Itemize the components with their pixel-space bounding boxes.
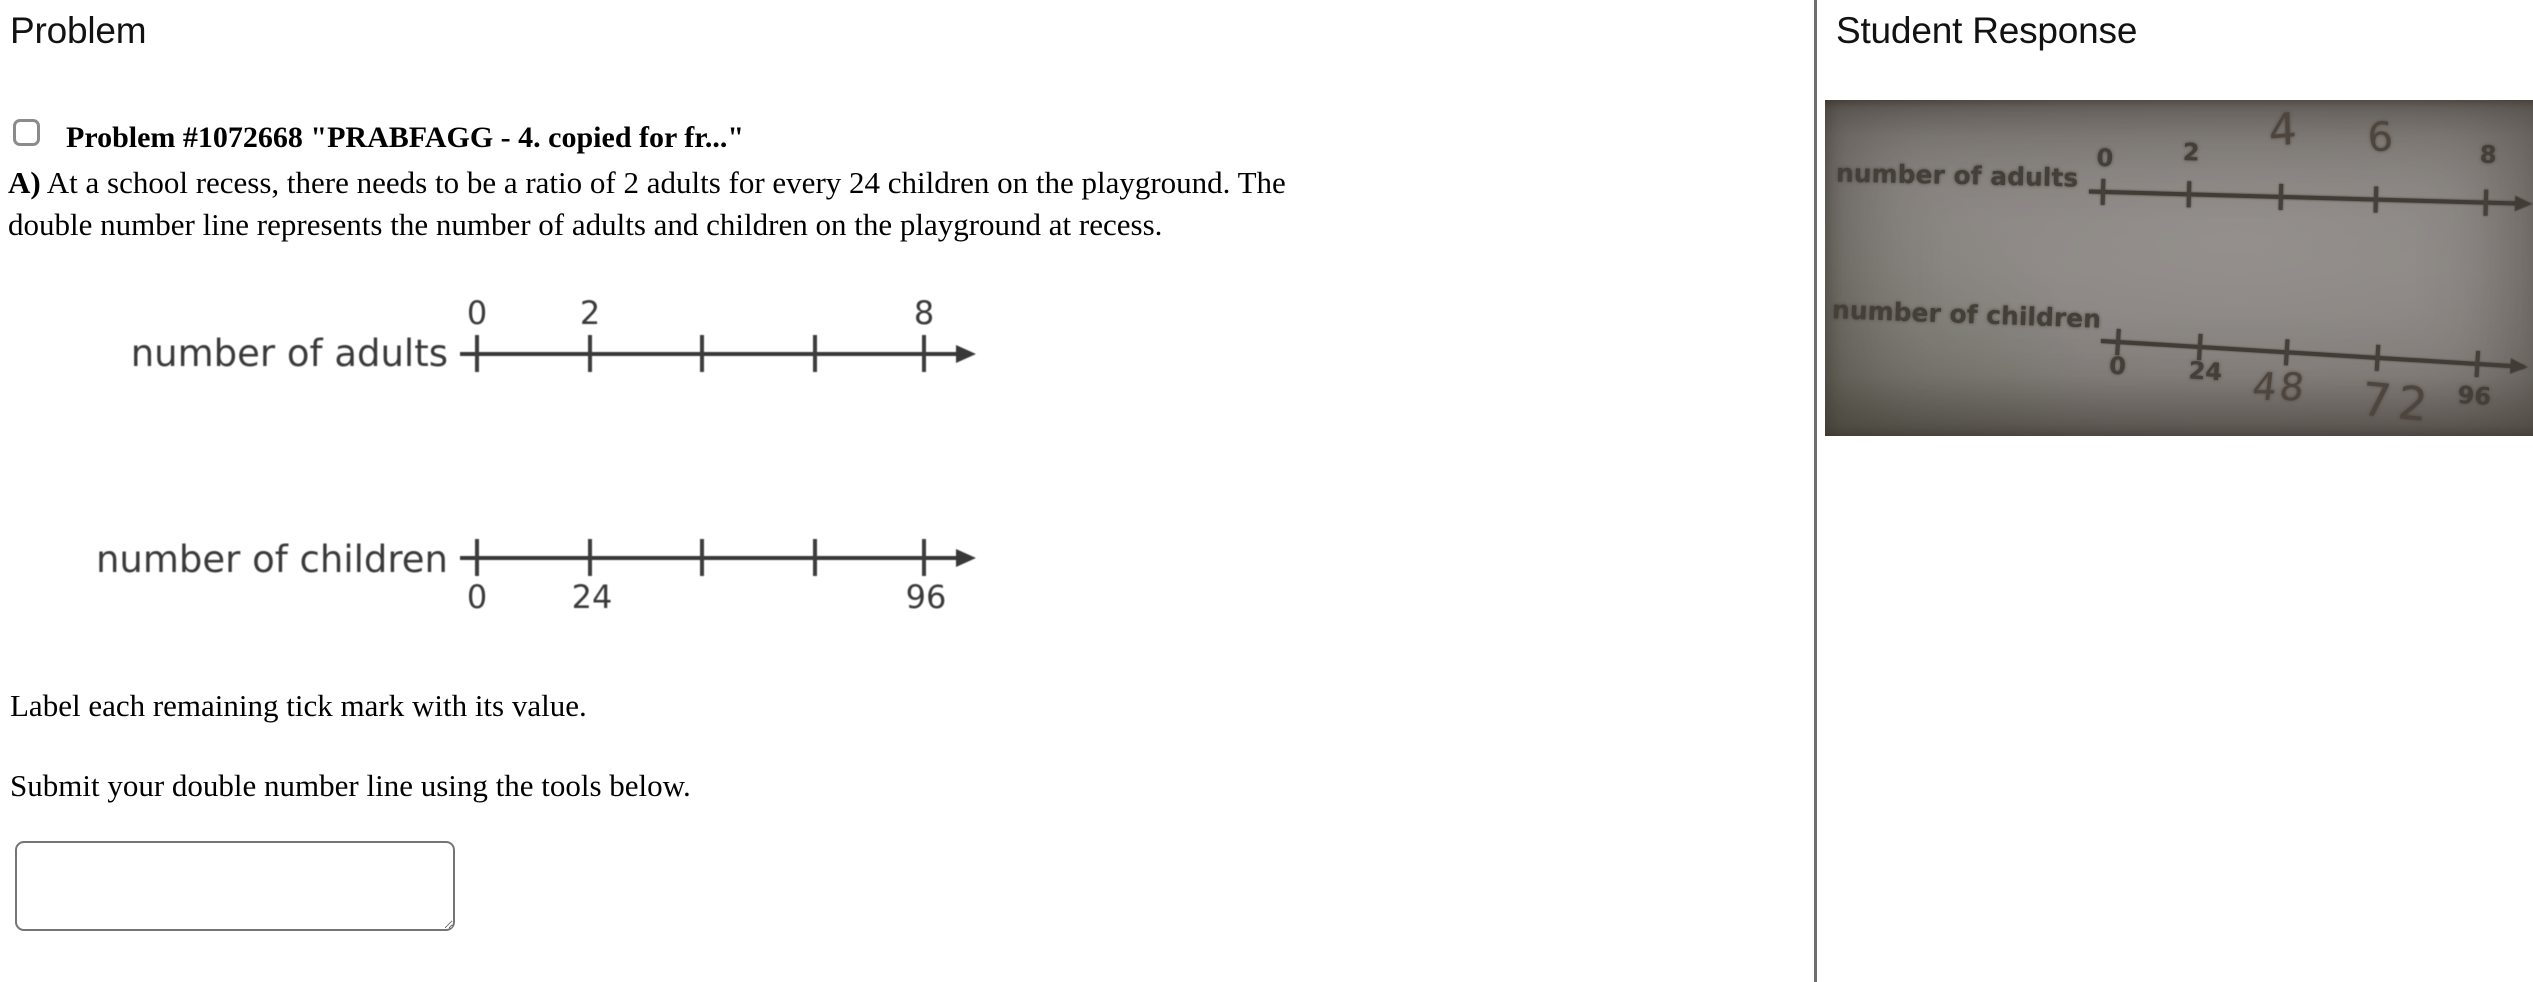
photo-adults-printed-value: 0: [2096, 143, 2114, 173]
photo-adults-line-label: number of adults: [1835, 158, 2079, 193]
photo-adults-printed-value: 2: [2182, 138, 2200, 167]
problem-statement-line1: At a school recess, there needs to be a ratio of 2 adults for every 24 children on the playground. The: [40, 165, 1286, 200]
children-number-line: [460, 556, 962, 560]
problem-statement: [8, 162, 1568, 246]
student-response-heading: Student Response: [1836, 10, 2138, 51]
children-tick-value: 0: [466, 578, 488, 616]
photo-children-line-label: number of children: [1831, 295, 2102, 334]
children-tick-value: 96: [905, 578, 947, 616]
instruction-label-ticks: Label each remaining tick mark with its value.: [10, 688, 587, 723]
problem-part-label: A): [8, 165, 41, 200]
problem-statement-line2: double number line represents the number of adults and children on the playground at recess.: [8, 207, 1163, 242]
adults-tick-2: [700, 335, 704, 372]
photo-children-printed-value: 96: [2456, 380, 2492, 411]
children-tick-3: [813, 539, 817, 576]
student-response-panel: [1817, 0, 2533, 982]
photo-children-tick: [2475, 351, 2481, 377]
adults-line-label: number of adults: [130, 332, 448, 375]
photo-children-handwritten-value: 48: [2250, 364, 2310, 410]
children-tick-value: 24: [571, 578, 613, 616]
adults-line-arrow-icon: [956, 345, 976, 363]
photo-children-arrow-icon: [2510, 358, 2529, 375]
instruction-submit: Submit your double number line using the tools below.: [10, 768, 691, 803]
adults-tick-value: 0: [466, 294, 488, 332]
adults-tick-value: 2: [579, 294, 601, 332]
children-line-arrow-icon: [956, 549, 976, 567]
problem-select-checkbox[interactable]: [13, 119, 40, 146]
problem-panel-heading: Problem: [10, 10, 147, 51]
adults-tick-1: [588, 335, 592, 372]
children-tick-4: [922, 539, 926, 576]
adults-tick-value: 8: [913, 294, 935, 332]
children-tick-0: [475, 539, 479, 576]
problem-title: Problem #1072668 "PRABFAGG - 4. copied for fr...": [66, 121, 744, 154]
adults-tick-0: [475, 335, 479, 372]
adults-number-line: [460, 352, 962, 356]
photo-children-number-line: [1825, 100, 2533, 436]
photo-children-printed-value: 0: [2108, 351, 2127, 381]
answer-textarea[interactable]: [15, 841, 455, 931]
children-line-label: number of children: [95, 538, 448, 581]
adults-tick-4: [922, 335, 926, 372]
photo-children-tick: [2284, 339, 2290, 365]
photo-children-printed-value: 24: [2187, 356, 2223, 387]
adults-tick-3: [813, 335, 817, 372]
photo-adults-handwritten-value: 6: [2366, 114, 2395, 162]
photo-children-handwritten-value: 72: [2359, 371, 2437, 433]
children-tick-1: [588, 539, 592, 576]
photo-children-line: [2101, 339, 2524, 369]
photo-children-tick: [2375, 345, 2381, 371]
children-tick-2: [700, 539, 704, 576]
photo-adults-handwritten-value: 4: [2268, 103, 2298, 158]
double-number-line-diagram: [0, 280, 1050, 640]
photo-adults-printed-value: 8: [2479, 140, 2497, 169]
student-work-photo: [1825, 100, 2533, 436]
